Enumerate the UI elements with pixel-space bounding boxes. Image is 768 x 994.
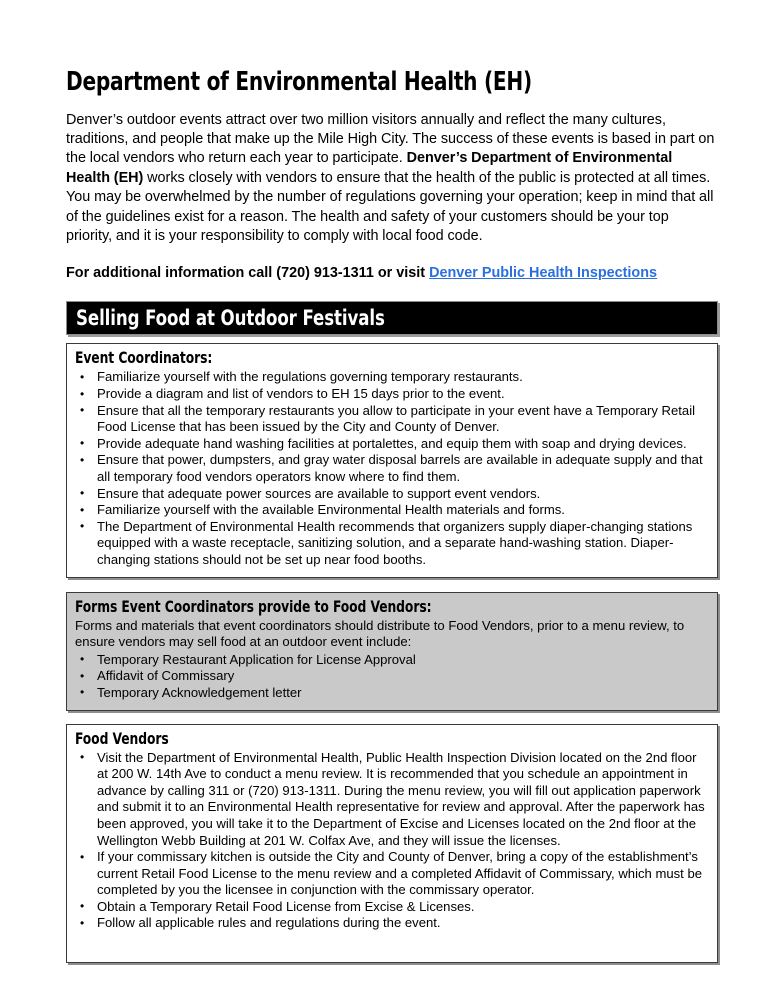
list-item: • Obtain a Temporary Retail Food License from Excise & Licenses. — [75, 899, 709, 916]
forms-section-heading: Forms Event Coordinators provide to Food Vendors: — [75, 597, 432, 616]
denver-public-health-inspections-link[interactable]: Denver Public Health Inspections — [429, 265, 657, 282]
intro-paragraph — [66, 111, 718, 247]
list-item: • Visit the Department of Environmental Health, Public Health Inspection Division located on the 2nd floor at 200 W. 14th Ave to conduct a menu review. It is recommended that you schedule an appointment in advance by calling 311 or (720) 913-1311. During the menu review, you will fill out application paperwork and submit it to an Environmental Health representative for review and approval. After the paperwork has been approved, you will take it to the Department of Excise and Licenses located on the 2nd floor at the Wellington Webb Building at 201 W. Colfax Ave, and they will issue the licenses. — [75, 750, 709, 850]
list-item: • Follow all applicable rules and regulations during the event. — [75, 915, 709, 932]
intro-text-part-1: Denver’s outdoor events attract over two million visitors annually and reflect the many cultures, traditions, and people that make up the Mile High City. The success of these events is based in part on the local vendors who return each year to participate. — [66, 111, 715, 167]
page-title: Department of Environmental Health (EH) — [66, 67, 532, 97]
food-vendors-box — [66, 724, 718, 964]
intro-bold-phrase: Denver’s Department of Environmental Health (EH) — [66, 150, 673, 186]
list-item: • Ensure that power, dumpsters, and gray water disposal barrels are available in adequate supply and that all temporary food vendors operators know where to find them. — [75, 452, 709, 485]
list-item: • The Department of Environmental Health recommends that organizers supply diaper-changing stations equipped with a waste receptacle, sanitizing solution, and a separate hand-washing station. Diaper-changing stations should not be set up near food booths. — [75, 519, 709, 569]
list-item: • Familiarize yourself with the available Environmental Health materials and forms. — [75, 502, 709, 519]
event-coordinators-list — [75, 369, 709, 568]
section-banner — [66, 301, 718, 335]
event-coordinators-heading: Event Coordinators: — [75, 349, 213, 368]
contact-line — [66, 264, 718, 283]
forms-section-intro: Forms and materials that event coordinators should distribute to Food Vendors, prior to a menu review, to ensure vendors may sell food at an outdoor event include: — [75, 617, 685, 650]
food-vendors-heading: Food Vendors — [75, 729, 169, 748]
list-item: • Affidavit of Commissary — [75, 668, 709, 685]
document-body — [66, 0, 718, 963]
list-item: • Familiarize yourself with the regulations governing temporary restaurants. — [75, 369, 709, 386]
intro-text-part-2: works closely with vendors to ensure that the health of the public is protected at all times. You may be overwhelmed by the number of regulations governing your operation; keep in mind that all of the guidelines exist for a reason. The health and safety of your customers should be your top priority, and it is your responsibility to comply with local food code. — [66, 169, 714, 245]
list-item: • Temporary Restaurant Application for License Approval — [75, 652, 709, 669]
food-vendors-list — [75, 750, 709, 933]
list-item: • Ensure that all the temporary restaurants you allow to participate in your event have a Temporary Retail Food License that has been issued by the City and County of Denver. — [75, 403, 709, 436]
list-item: • Provide adequate hand washing facilities at portalettes, and equip them with soap and drying devices. — [75, 436, 709, 453]
banner-label: Selling Food at Outdoor Festivals — [76, 306, 385, 331]
contact-text: For additional information call (720) 913-1311 or visit — [66, 265, 430, 282]
forms-section-list — [75, 652, 709, 702]
list-item: • If your commissary kitchen is outside the City and County of Denver, bring a copy of the establishment’s current Retail Food License to the menu review and a completed Affidavit of Commissary, which must be completed by you the licensee in conjunction with the commissary operator. — [75, 849, 709, 899]
list-item: • Ensure that adequate power sources are available to support event vendors. — [75, 486, 709, 503]
list-item: • Temporary Acknowledgement letter — [75, 685, 709, 702]
list-item: • Provide a diagram and list of vendors to EH 15 days prior to the event. — [75, 386, 709, 403]
forms-event-coordinators-box — [66, 592, 718, 711]
event-coordinators-box — [66, 343, 718, 577]
